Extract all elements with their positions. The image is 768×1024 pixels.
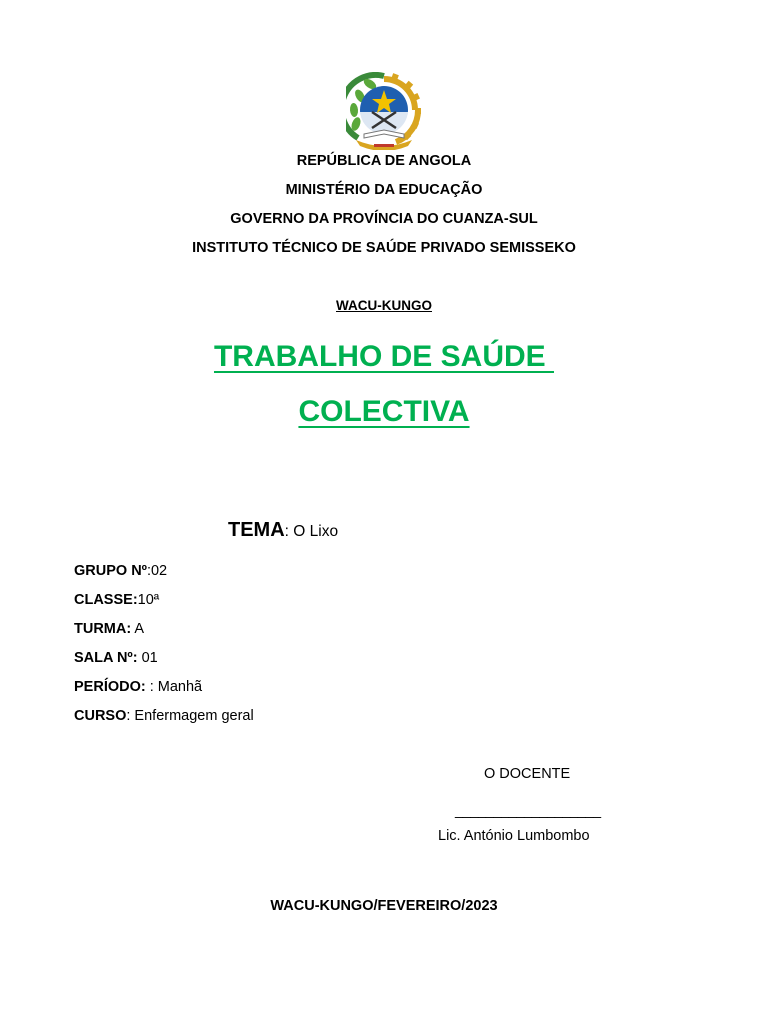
field-grupo xyxy=(74,561,167,581)
signature-line: ___________________ xyxy=(455,803,601,819)
field-classe xyxy=(74,590,159,610)
signature-role: O DOCENTE xyxy=(484,766,571,782)
field-curso xyxy=(74,706,254,726)
field-value: 01 xyxy=(137,650,158,666)
field-periodo xyxy=(74,677,202,697)
field-label: GRUPO Nº xyxy=(74,563,147,579)
field-value: :02 xyxy=(146,563,168,579)
angola-coat-of-arms-icon xyxy=(346,72,422,150)
field-value: : Enfermagem geral xyxy=(126,708,254,724)
footer-place-date: WACU-KUNGO/FEVEREIRO/2023 xyxy=(270,898,498,914)
tema-label: TEMA xyxy=(228,519,285,541)
field-turma xyxy=(74,619,144,639)
field-label: TURMA: xyxy=(74,621,132,637)
header-city: WACU-KUNGO xyxy=(336,298,432,313)
field-label: PERÍODO: xyxy=(74,679,146,695)
header-institute: INSTITUTO TÉCNICO DE SAÚDE PRIVADO SEMISSEKO xyxy=(192,240,576,256)
title-line-2: COLECTIVA xyxy=(298,395,470,428)
field-value: 10ª xyxy=(137,592,160,608)
tema-value: : O Lixo xyxy=(284,523,339,540)
header-province: GOVERNO DA PROVÍNCIA DO CUANZA-SUL xyxy=(230,211,538,227)
field-sala xyxy=(74,648,158,668)
header-ministry: MINISTÉRIO DA EDUCAÇÃO xyxy=(285,182,483,198)
title-line-1: TRABALHO DE SAÚDE xyxy=(213,340,554,373)
field-label: CURSO xyxy=(74,708,127,724)
field-label: CLASSE: xyxy=(74,592,138,608)
field-label: SALA Nº: xyxy=(74,650,138,666)
tema xyxy=(228,518,338,544)
field-value: : Manhã xyxy=(145,679,203,695)
field-value: A xyxy=(131,621,145,637)
signature-name: Lic. António Lumbombo xyxy=(438,828,590,844)
header-republic: REPÚBLICA DE ANGOLA xyxy=(296,153,472,169)
